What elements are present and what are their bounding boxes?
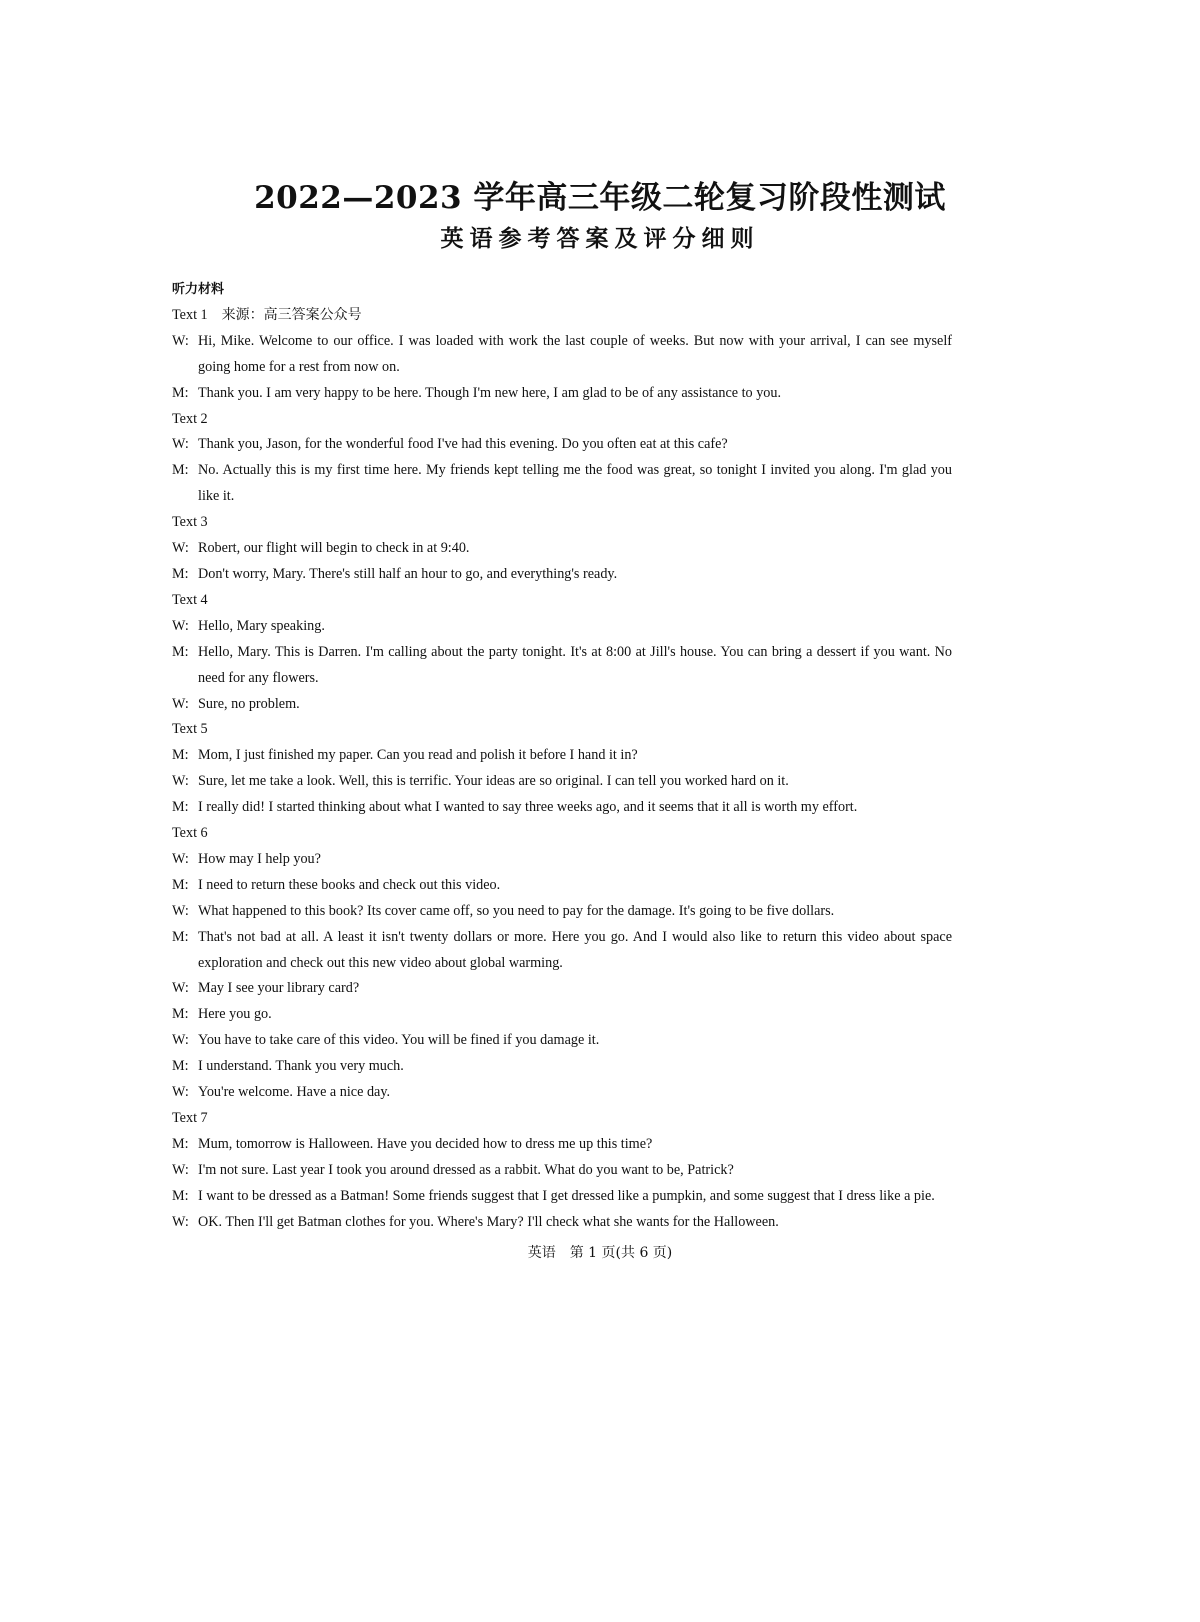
dialogue-line (172, 1210, 952, 1236)
speaker-tag: W: (172, 436, 189, 453)
speaker-tag: W: (172, 1032, 189, 1049)
speaker-tag: M: (172, 462, 189, 479)
speaker-tag: M: (172, 565, 189, 582)
speaker-tag: W: (172, 980, 189, 997)
dialogue-line (172, 899, 952, 925)
text-label-row (172, 821, 952, 847)
dialogue-line (172, 536, 952, 562)
dialogue-line (172, 1002, 952, 1028)
dialogue-line (172, 925, 952, 977)
utterance-text: Here you go. (198, 1006, 272, 1023)
text-label-row (172, 717, 952, 743)
text-label: Text 1 (172, 306, 208, 323)
text-label-row (172, 1106, 952, 1132)
transcript-list (172, 303, 952, 1236)
dialogue-line (172, 769, 952, 795)
speaker-tag: M: (172, 747, 189, 764)
utterance-text: You're welcome. Have a nice day. (198, 1084, 391, 1101)
text-label: Text 2 (172, 410, 208, 427)
utterance-text: Sure, let me take a look. Well, this is terrific. Your ideas are so original. I can tell you worked hard on it. (198, 773, 789, 790)
utterance-text: Hi, Mike. Welcome to our office. I was loaded with work the last couple of weeks. But now with your arrival, I can see myself going home for a rest from now on. (198, 332, 952, 375)
utterance-text: I want to be dressed as a Batman! Some friends suggest that I get dressed like a pumpkin, and some suggest that I dress like a pie. (198, 1187, 935, 1204)
speaker-tag: M: (172, 1006, 189, 1023)
text-label-row (172, 588, 952, 614)
speaker-tag: M: (172, 928, 189, 945)
dialogue-line (172, 692, 952, 718)
page-footer: 英语 第 1 页(共 6 页) (527, 1245, 673, 1261)
source-note: 来源：高三答案公众号 (221, 306, 362, 323)
section-heading: 听力材料 (172, 282, 225, 297)
utterance-text: Don't worry, Mary. There's still half an hour to go, and everything's ready. (198, 565, 618, 582)
utterance-text: Thank you, Jason, for the wonderful food I've had this evening. Do you often eat at this cafe? (198, 436, 728, 453)
utterance-text: May I see your library card? (198, 980, 360, 997)
speaker-tag: M: (172, 876, 189, 893)
page-title: 2022—2023 学年高三年级二轮复习阶段性测试 (254, 180, 946, 216)
dialogue-line (172, 873, 952, 899)
utterance-text: No. Actually this is my first time here. My friends kept telling me the food was great, so tonight I invited you along. I'm glad you like it. (198, 462, 952, 505)
utterance-text: Sure, no problem. (198, 695, 300, 712)
speaker-tag: W: (172, 1084, 189, 1101)
speaker-tag: W: (172, 617, 189, 634)
utterance-text: Hello, Mary speaking. (198, 617, 325, 634)
speaker-tag: M: (172, 1058, 189, 1075)
utterance-text: Mum, tomorrow is Halloween. Have you decided how to dress me up this time? (198, 1135, 653, 1152)
text-label-row (172, 510, 952, 536)
dialogue-line (172, 614, 952, 640)
text-label: Text 7 (172, 1110, 208, 1126)
text-label: Text 4 (172, 591, 208, 608)
speaker-tag: W: (172, 540, 189, 557)
utterance-text: Mom, I just finished my paper. Can you read and polish it before I hand it in? (198, 747, 638, 764)
speaker-tag: W: (172, 695, 189, 712)
dialogue-line (172, 1158, 952, 1184)
utterance-text: You have to take care of this video. You will be fined if you damage it. (198, 1032, 600, 1049)
dialogue-line (172, 640, 952, 692)
dialogue-line (172, 329, 952, 381)
speaker-tag: M: (172, 384, 189, 401)
dialogue-line (172, 381, 952, 407)
utterance-text: OK. Then I'll get Batman clothes for you. Where's Mary? I'll check what she wants for the Halloween. (198, 1213, 779, 1230)
utterance-text: I really did! I started thinking about what I wanted to say three weeks ago, and it seems that it all is worth my effort. (198, 799, 858, 816)
speaker-tag: W: (172, 773, 189, 790)
dialogue-line (172, 458, 952, 510)
dialogue-line (172, 743, 952, 769)
speaker-tag: W: (172, 332, 189, 349)
dialogue-line (172, 562, 952, 588)
speaker-tag: M: (172, 1135, 189, 1152)
speaker-tag: W: (172, 1161, 189, 1178)
dialogue-line (172, 1184, 952, 1210)
utterance-text: Thank you. I am very happy to be here. Though I'm new here, I am glad to be of any assistance to you. (198, 384, 782, 401)
dialogue-line (172, 1132, 952, 1158)
transcript-body (172, 277, 952, 1236)
utterance-text: Robert, our flight will begin to check in at 9:40. (198, 540, 470, 557)
speaker-tag: W: (172, 902, 189, 919)
dialogue-line (172, 795, 952, 821)
dialogue-line (172, 1054, 952, 1080)
utterance-text: I understand. Thank you very much. (198, 1058, 404, 1075)
dialogue-line (172, 432, 952, 458)
speaker-tag: M: (172, 799, 189, 816)
text-label: Text 6 (172, 825, 208, 842)
text-label: Text 5 (172, 721, 208, 738)
utterance-text: What happened to this book? Its cover came off, so you need to pay for the damage. It's going to be five dollars. (198, 902, 835, 919)
page-subtitle: 英语参考答案及评分细则 (440, 226, 760, 252)
utterance-text: How may I help you? (198, 850, 321, 867)
text-label-row (172, 303, 952, 329)
text-label: Text 3 (172, 514, 208, 531)
utterance-text: That's not bad at all. A least it isn't twenty dollars or more. Here you go. And I would also like to return this video about space exploration and check out this new video about global warming. (198, 928, 952, 971)
speaker-tag: M: (172, 643, 189, 660)
text-label-row (172, 407, 952, 433)
speaker-tag: W: (172, 1213, 189, 1230)
dialogue-line (172, 1028, 952, 1054)
dialogue-line (172, 976, 952, 1002)
utterance-text: Hello, Mary. This is Darren. I'm calling about the party tonight. It's at 8:00 at Jill's house. You can bring a dessert if you want. No need for any flowers. (198, 643, 952, 686)
dialogue-line (172, 1080, 952, 1106)
speaker-tag: M: (172, 1187, 189, 1204)
dialogue-line (172, 847, 952, 873)
speaker-tag: W: (172, 850, 189, 867)
utterance-text: I need to return these books and check out this video. (198, 876, 501, 893)
utterance-text: I'm not sure. Last year I took you around dressed as a rabbit. What do you want to be, Patrick? (198, 1161, 734, 1178)
